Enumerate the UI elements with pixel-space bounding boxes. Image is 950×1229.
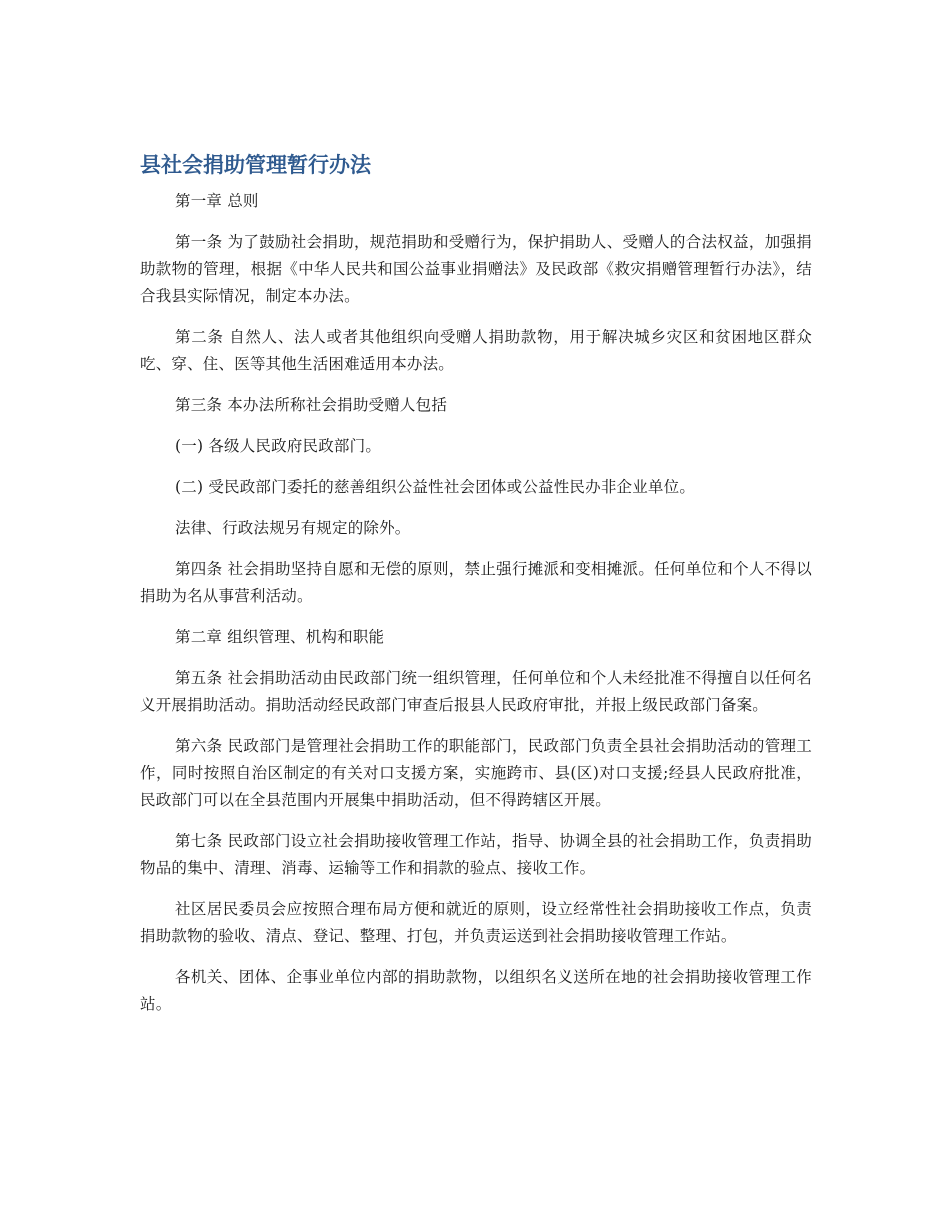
article-paragraph: 第三条 本办法所称社会捐助受赠人包括 [175, 396, 448, 414]
article-paragraph: 第七条 民政部门设立社会捐助接收管理工作站，指导、协调全县的社会捐助工作，负责捐助物品的集中、清理、消毒、运输等工作和捐款的验点、接收工作。 [140, 832, 812, 877]
article-paragraph: 各机关、团体、企事业单位内部的捐助款物，以组织名义送所在地的社会捐助接收管理工作站。 [140, 968, 812, 1013]
list-item-paragraph: (一) 各级人民政府民政部门。 [175, 437, 382, 455]
document-page [140, 148, 812, 1032]
article-paragraph: 第五条 社会捐助活动由民政部门统一组织管理，任何单位和个人未经批准不得擅自以任何名义开展捐助活动。捐助活动经民政部门审查后报县人民政府审批，并报上级民政部门备案。 [140, 669, 812, 714]
article-paragraph: 法律、行政法规另有规定的除外。 [175, 519, 411, 537]
list-item-paragraph: (二) 受民政部门委托的慈善组织公益性社会团体或公益性民办非企业单位。 [175, 478, 696, 496]
article-paragraph: 第二条 自然人、法人或者其他组织向受赠人捐助款物，用于解决城乡灾区和贫困地区群众吃、穿、住、医等其他生活困难适用本办法。 [140, 328, 812, 373]
document-title: 县社会捐助管理暂行办法 [140, 153, 371, 177]
chapter-heading: 第二章 组织管理、机构和职能 [175, 628, 385, 646]
chapter-heading: 第一章 总则 [175, 192, 259, 210]
article-paragraph: 第一条 为了鼓励社会捐助，规范捐助和受赠行为，保护捐助人、受赠人的合法权益，加强捐助款物的管理，根据《中华人民共和国公益事业捐赠法》及民政部《救灾捐赠管理暂行办法》，结合我县实际情况，制定本办法。 [140, 233, 812, 305]
article-paragraph: 社区居民委员会应按照合理布局方便和就近的原则，设立经常性社会捐助接收工作点，负责捐助款物的验收、清点、登记、整理、打包，并负责运送到社会捐助接收管理工作站。 [140, 900, 812, 945]
article-paragraph: 第六条 民政部门是管理社会捐助工作的职能部门，民政部门负责全县社会捐助活动的管理工作，同时按照自治区制定的有关对口支援方案，实施跨市、县(区)对口支援;经县人民政府批准，民政部门可以在全县范围内开展集中捐助活动，但不得跨辖区开展。 [140, 737, 812, 809]
article-paragraph: 第四条 社会捐助坚持自愿和无偿的原则，禁止强行摊派和变相摊派。任何单位和个人不得以捐助为名从事营利活动。 [140, 560, 812, 605]
